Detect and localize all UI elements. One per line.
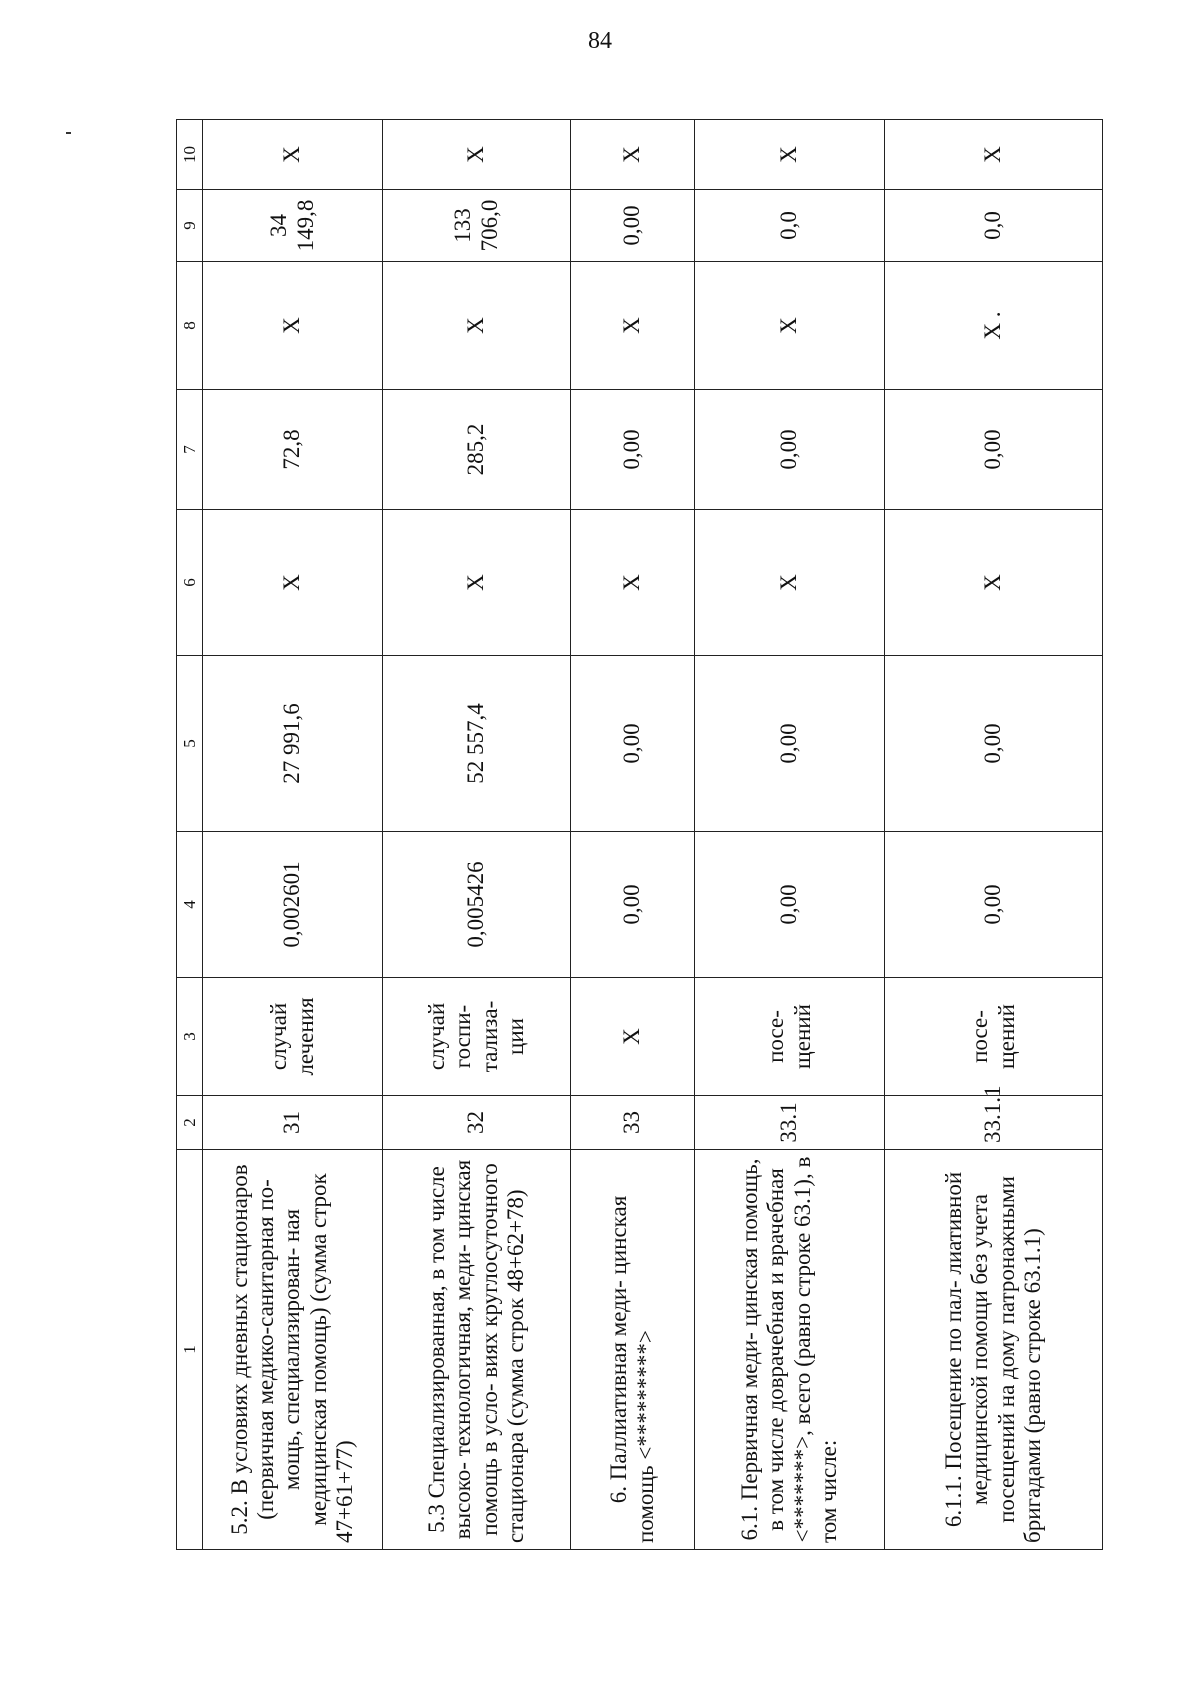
row-value: 0,005426 (383, 832, 571, 978)
stray-mark (66, 132, 71, 134)
row-value: X (203, 262, 383, 390)
row-value: X (571, 120, 695, 190)
row-code: 32 (383, 1096, 571, 1150)
row-value: X (383, 120, 571, 190)
row-unit: случай госпи- тализа- ции (383, 978, 571, 1096)
row-description: 6.1.1. Посещение по пал- лиативной медицинской помощи без учета посещений на дому патронажными бригадами (равно строке 63.1.1) (885, 1150, 1103, 1550)
header-row (177, 120, 203, 1550)
table-row (885, 120, 1103, 1550)
row-code: 33 (571, 1096, 695, 1150)
row-value: X (383, 510, 571, 656)
row-value: 0,00 (695, 656, 885, 832)
row-unit: случай лечения (203, 978, 383, 1096)
row-unit: X (571, 978, 695, 1096)
row-code: 33.1.1 (885, 1096, 1103, 1150)
rotated-table-wrapper (176, 120, 1102, 1550)
table-row (383, 120, 571, 1550)
row-value: 0,002601 (203, 832, 383, 978)
col-header: 4 (177, 832, 203, 978)
row-value: 27 991,6 (203, 656, 383, 832)
row-value: X (885, 120, 1103, 190)
row-value: X (203, 510, 383, 656)
row-code: 33.1 (695, 1096, 885, 1150)
row-value: 34 149,8 (203, 190, 383, 262)
row-value: X . (885, 262, 1103, 390)
row-value: 0,00 (695, 832, 885, 978)
row-unit: посе- щений (885, 978, 1103, 1096)
row-value: 0,00 (885, 390, 1103, 510)
page-number: 84 (588, 28, 612, 54)
row-value: 0,00 (571, 656, 695, 832)
col-header: 7 (177, 390, 203, 510)
col-header: 2 (177, 1096, 203, 1150)
row-value: X (695, 510, 885, 656)
table-row (695, 120, 885, 1550)
table-row (203, 120, 383, 1550)
row-description: 5.2. В условиях дневных стационаров (первичная медико-санитарная по- мощь, специализирован- ная медицинская помощь) (сумма строк 47+61+77) (203, 1150, 383, 1550)
row-code: 31 (203, 1096, 383, 1150)
data-table (176, 119, 1103, 1550)
row-value: X (203, 120, 383, 190)
row-value: X (571, 262, 695, 390)
col-header: 10 (177, 120, 203, 190)
row-value: 0,00 (885, 832, 1103, 978)
col-header: 5 (177, 656, 203, 832)
row-value: 72,8 (203, 390, 383, 510)
row-value: 0,0 (695, 190, 885, 262)
row-description: 6.1. Первичная меди- цинская помощь, в том числе доврачебная и врачебная <*******>, всего (равно строке 63.1), в том числе: (695, 1150, 885, 1550)
col-header: 6 (177, 510, 203, 656)
row-value: 0,00 (571, 832, 695, 978)
table-row (571, 120, 695, 1550)
row-value: 52 557,4 (383, 656, 571, 832)
row-value: 0,00 (571, 390, 695, 510)
col-header: 3 (177, 978, 203, 1096)
row-value: X (383, 262, 571, 390)
row-value: 285,2 (383, 390, 571, 510)
row-value: X (695, 120, 885, 190)
row-value: X (695, 262, 885, 390)
row-value: X (571, 510, 695, 656)
row-value: 0,00 (885, 656, 1103, 832)
col-header: 8 (177, 262, 203, 390)
col-header: 9 (177, 190, 203, 262)
row-value: X (885, 510, 1103, 656)
row-value: 0,0 (885, 190, 1103, 262)
row-unit: посе- щений (695, 978, 885, 1096)
row-value: 133 706,0 (383, 190, 571, 262)
row-value: 0,00 (695, 390, 885, 510)
row-description: 5.3 Специализированная, в том числе высоко- технологичная, меди- цинская помощь в усло- виях круглосуточного стационара (сумма строк 48+62+78) (383, 1150, 571, 1550)
row-value: 0,00 (571, 190, 695, 262)
row-description: 6. Паллиативная меди- цинская помощь <*********> (571, 1150, 695, 1550)
col-header: 1 (177, 1150, 203, 1550)
